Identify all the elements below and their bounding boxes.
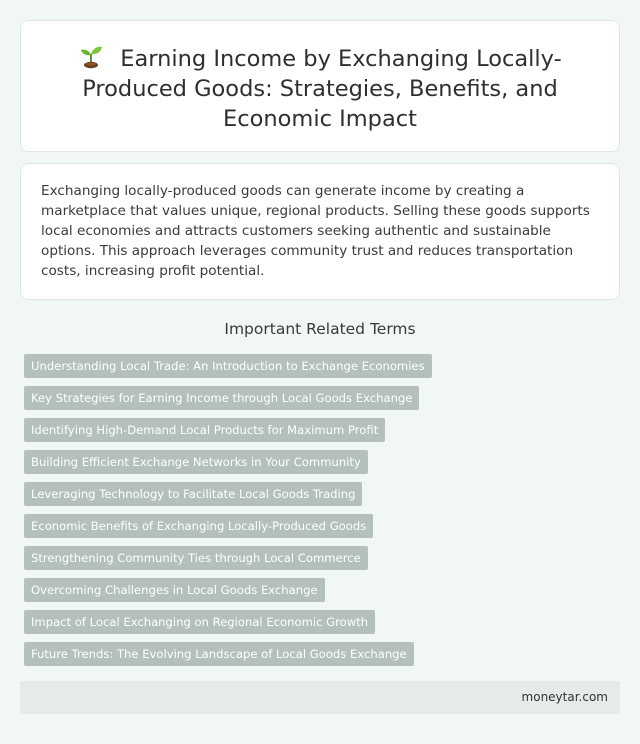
page-title: [37, 43, 603, 134]
related-term-tag[interactable]: Economic Benefits of Exchanging Locally-Produced Goods: [24, 514, 373, 538]
footer: [20, 681, 620, 714]
page-title-text: Earning Income by Exchanging Locally-Produced Goods: Strategies, Benefits, and Economic Impact: [82, 46, 562, 132]
related-term-tag[interactable]: Understanding Local Trade: An Introduction to Exchange Economies: [24, 354, 432, 378]
related-term-tag[interactable]: Impact of Local Exchanging on Regional Economic Growth: [24, 610, 375, 634]
footer-site-link[interactable]: moneytar.com: [521, 690, 608, 704]
related-terms-list: [24, 354, 432, 674]
description-card: [20, 163, 620, 300]
related-term-tag[interactable]: Leveraging Technology to Facilitate Local Goods Trading: [24, 482, 362, 506]
related-term-tag[interactable]: Future Trends: The Evolving Landscape of Local Goods Exchange: [24, 642, 414, 666]
related-terms-heading: Important Related Terms: [224, 320, 416, 338]
description-text: Exchanging locally-produced goods can generate income by creating a marketplace that values unique, regional products. Selling these goods supports local economies and attracts customers seeking authentic and sustainable options. This approach leverages community trust and reduces transportation costs, increasing profit potential.: [41, 183, 590, 279]
sprout-icon: [78, 43, 104, 69]
related-term-tag[interactable]: Strengthening Community Ties through Local Commerce: [24, 546, 368, 570]
title-card: [20, 20, 620, 152]
related-term-tag[interactable]: Overcoming Challenges in Local Goods Exchange: [24, 578, 325, 602]
related-term-tag[interactable]: Key Strategies for Earning Income through Local Goods Exchange: [24, 386, 419, 410]
related-term-tag[interactable]: Identifying High-Demand Local Products for Maximum Profit: [24, 418, 385, 442]
related-term-tag[interactable]: Building Efficient Exchange Networks in Your Community: [24, 450, 368, 474]
